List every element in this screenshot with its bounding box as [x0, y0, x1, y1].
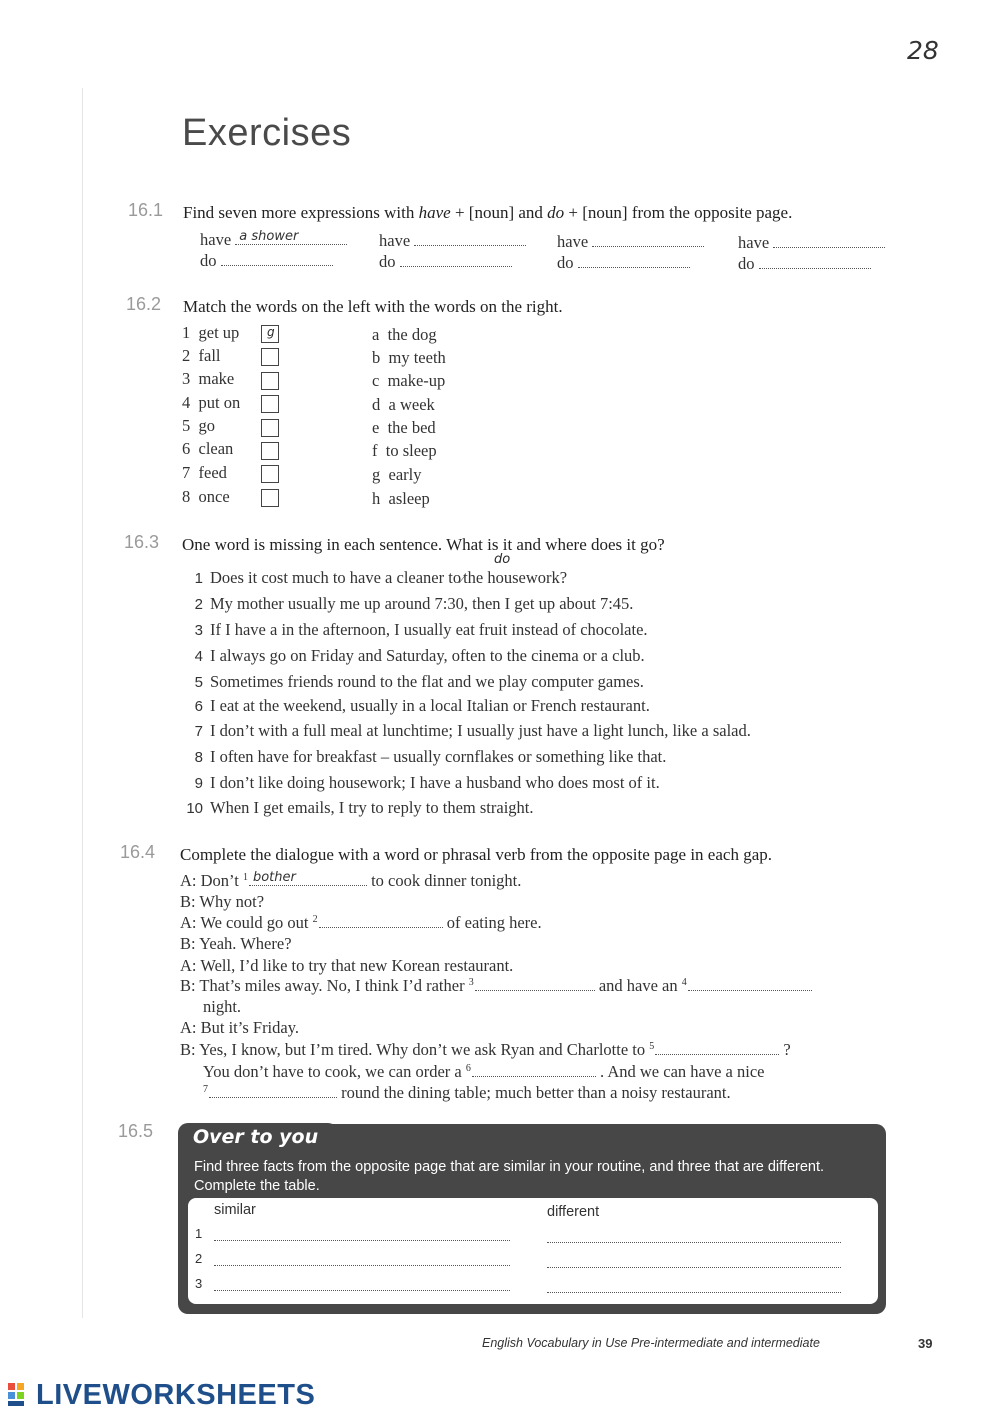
match-right-item: g early [372, 465, 422, 484]
gap-5[interactable] [655, 1040, 779, 1055]
book-title-footer: English Vocabulary in Use Pre-intermediate and intermediate [482, 1336, 820, 1350]
answer-text: a shower [239, 229, 299, 244]
liveworksheets-logo-icon [8, 1383, 34, 1407]
different-answer-line-2[interactable] [547, 1267, 841, 1268]
different-answer-line-3[interactable] [547, 1292, 841, 1293]
row-number: 1 [195, 1226, 203, 1241]
match-left-item: 3 make [182, 369, 235, 388]
column-similar: similar [214, 1202, 256, 1218]
match-box-3[interactable] [261, 372, 279, 390]
dialogue-line-6: B: That’s miles away. No, I think I’d rather $^3$ and have an $^4$ [180, 976, 812, 996]
sentence-4[interactable]: 4 I always go on Friday and Saturday, often to the cinema or a club. [194, 646, 645, 665]
dialogue-line-5: A: Well, I’d like to try that new Korean restaurant. [180, 956, 514, 975]
match-box-6[interactable] [261, 442, 279, 460]
exercise-16-1-instruction: Find seven more expressions with have + [noun] and do + [noun] from the opposite page. [183, 203, 793, 222]
sentence-10[interactable]: 10 When I get emails, I try to reply to them straight. [186, 798, 534, 817]
gap-1[interactable] [249, 871, 367, 886]
match-right-item: b my teeth [372, 348, 446, 367]
dialogue-line-4: B: Yeah. Where? [180, 934, 292, 953]
exercise-16-3-instruction: One word is missing in each sentence. What is it and where does it go? [182, 535, 665, 554]
match-box-2[interactable] [261, 348, 279, 366]
sentence-2[interactable]: 2 My mother usually me up around 7:30, then I get up about 7:45. [194, 594, 634, 613]
match-box-5[interactable] [261, 419, 279, 437]
sentence-1[interactable]: 1 Does it cost much to have a cleaner to⁄the housework? [194, 568, 568, 587]
do-field-1[interactable]: do [200, 251, 333, 271]
match-right-item: a the dog [372, 325, 437, 344]
match-left-item: 7 feed [182, 463, 227, 482]
match-left-item: 1 get up [182, 323, 240, 342]
gap-6[interactable] [472, 1062, 596, 1077]
sentence-8[interactable]: 8 I often have for breakfast – usually cornflakes or something like that. [194, 747, 667, 766]
exercise-number-16-5: 16.5 [118, 1121, 154, 1141]
match-right-item: c make-up [372, 371, 446, 390]
dialogue-line-10: $^7$ round the dining table; much better than a noisy restaurant. [203, 1083, 731, 1102]
exercise-number-16-1: 16.1 [128, 200, 164, 220]
margin-rule [82, 88, 83, 1318]
have-field-3[interactable]: have [557, 232, 704, 252]
column-different: different [547, 1204, 600, 1220]
gap-7[interactable] [209, 1083, 337, 1098]
have-field-4[interactable]: have [738, 233, 885, 253]
match-right-item: e the bed [372, 418, 436, 437]
dialogue-line-3: A: We could go out $^2$ of eating here. [180, 913, 542, 932]
similar-answer-line-1[interactable] [214, 1240, 510, 1241]
dialogue-line-1: A: Don’t $^1$ bother to cook dinner tonight. [180, 870, 522, 890]
match-left-list [182, 323, 302, 513]
match-left-item: 2 fall [182, 346, 221, 365]
over-to-you-instruction: Find three facts from the opposite page that are similar in your routine, and three that are different. Complete the table. [194, 1159, 825, 1194]
dialogue-line-2: B: Why not? [180, 892, 265, 911]
do-field-2[interactable]: do [379, 252, 512, 272]
sentence-7[interactable]: 7 I don’t with a full meal at lunchtime; I usually just have a light lunch, like a salad. [194, 721, 751, 740]
match-box-4[interactable] [261, 395, 279, 413]
match-right-item: d a week [372, 395, 435, 414]
exercise-16-4-instruction: Complete the dialogue with a word or phrasal verb from the opposite page in each gap. [180, 845, 772, 864]
gap-2[interactable] [319, 913, 443, 928]
do-field-3[interactable]: do [557, 253, 690, 273]
similar-answer-line-3[interactable] [214, 1290, 510, 1291]
do-field-4[interactable]: do [738, 254, 871, 274]
match-left-item: 4 put on [182, 393, 241, 412]
different-answer-line-1[interactable] [547, 1242, 841, 1243]
row-number: 2 [195, 1251, 203, 1266]
match-left-item: 6 clean [182, 439, 234, 458]
dialogue-line-7: A: But it’s Friday. [180, 1018, 300, 1037]
match-right-item: h asleep [372, 489, 430, 508]
match-box-7[interactable] [261, 465, 279, 483]
have-field-2[interactable]: have [379, 231, 526, 251]
match-right-list [372, 325, 512, 515]
match-box-8[interactable] [261, 489, 279, 507]
sentence-6[interactable]: 6 I eat at the weekend, usually in a local Italian or French restaurant. [194, 696, 650, 715]
match-left-item: 5 go [182, 416, 215, 435]
gap-4[interactable] [688, 976, 812, 991]
dialogue-line-8: B: Yes, I know, but I’m tired. Why don’t we ask Ryan and Charlotte to $^5$ ? [180, 1040, 791, 1059]
match-left-item: 8 once [182, 487, 230, 506]
exercise-number-16-3: 16.3 [124, 532, 160, 552]
similar-answer-line-2[interactable] [214, 1265, 510, 1266]
have-field-1[interactable]: have a shower [200, 230, 347, 250]
handwritten-page-number: 28 [907, 36, 939, 65]
exercise-number-16-4: 16.4 [120, 842, 156, 862]
dialogue-line-6-cont: night. [203, 997, 242, 1016]
sentence-5[interactable]: 5 Sometimes friends round to the flat and we play computer games. [194, 672, 644, 691]
match-answer: g [267, 325, 275, 339]
exercise-number-16-2: 16.2 [126, 294, 162, 314]
exercise-16-2-instruction: Match the words on the left with the words on the right. [183, 297, 563, 316]
page-number: 39 [918, 1336, 933, 1351]
comparison-table [188, 1198, 878, 1304]
liveworksheets-brand[interactable]: LIVEWORKSHEETS [36, 1379, 316, 1411]
gap-3[interactable] [475, 976, 595, 991]
sentence-9[interactable]: 9 I don’t like doing housework; I have a husband who does most of it. [194, 773, 660, 792]
over-to-you-title: Over to you [193, 1126, 319, 1148]
insert-answer-do: do [494, 552, 511, 567]
page-title: Exercises [182, 112, 352, 154]
dialogue-line-9: You don’t have to cook, we can order a $^6$ . And we can have a nice [203, 1062, 765, 1081]
answer-text: bother [252, 870, 296, 885]
match-right-item: f to sleep [372, 441, 437, 460]
sentence-3[interactable]: 3 If I have a in the afternoon, I usually eat fruit instead of chocolate. [194, 620, 648, 639]
match-box-1[interactable] [261, 325, 279, 343]
row-number: 3 [195, 1276, 203, 1291]
